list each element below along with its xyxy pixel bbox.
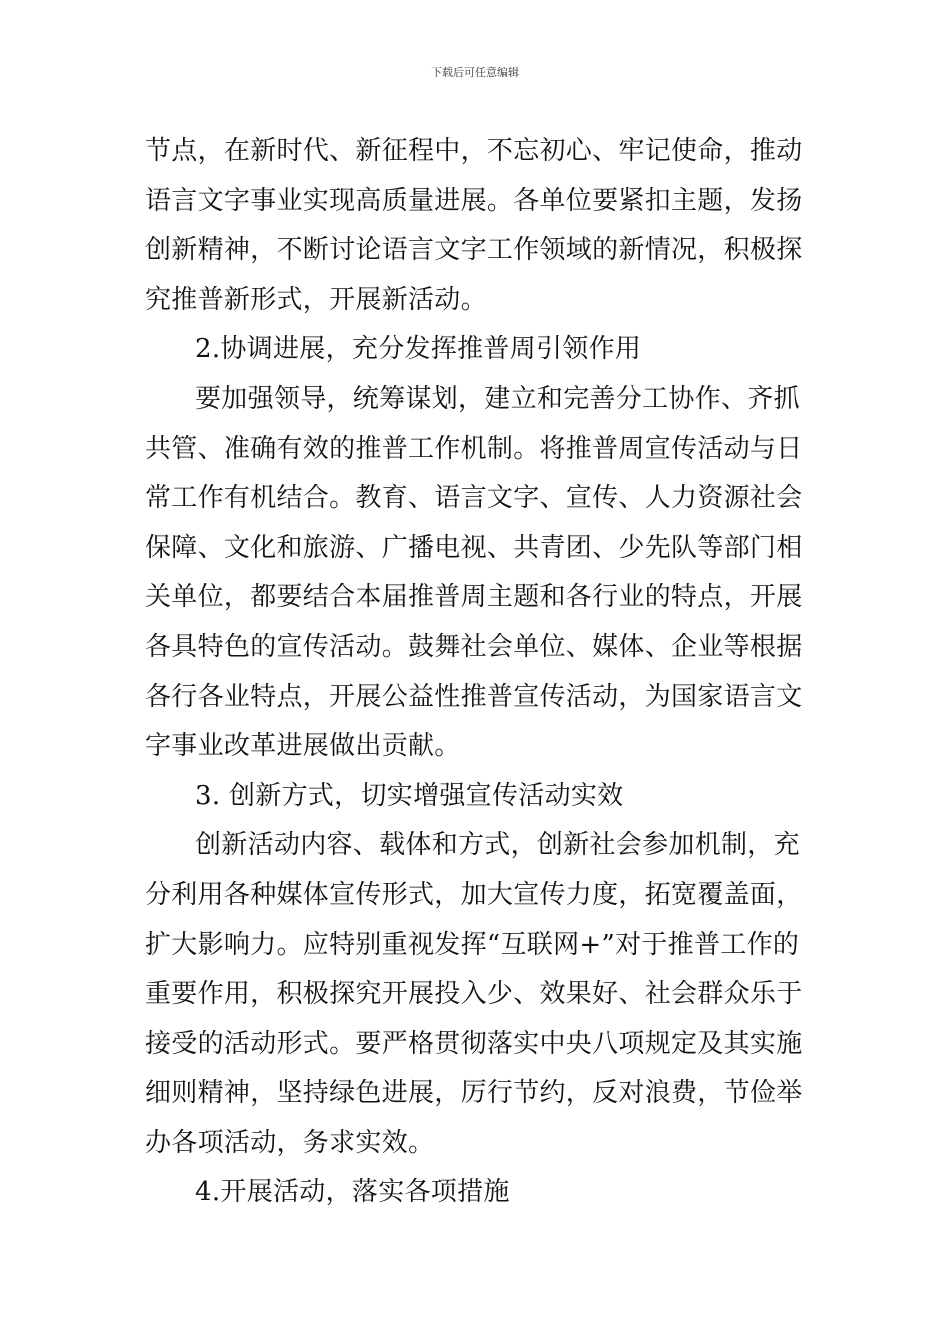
- body-line: 共管、准确有效的推普工作机制。将推普周宣传活动与日: [145, 433, 803, 464]
- body-line: 重要作用，积极探究开展投入少、效果好、社会群众乐于: [145, 979, 803, 1010]
- body-line: 创新精神，不断讨论语言文字工作领域的新情况，积极探: [145, 235, 803, 266]
- section-heading: 3. 创新方式，切实增强宣传活动实效: [195, 780, 624, 811]
- paragraph-first-line: 要加强领导，统筹谋划，建立和完善分工协作、齐抓: [195, 383, 800, 414]
- section-heading: 4.开展活动，落实各项措施: [195, 1177, 510, 1208]
- body-line: 各具特色的宣传活动。鼓舞社会单位、媒体、企业等根据: [145, 631, 803, 662]
- body-line: 分利用各种媒体宣传形式，加大宣传力度，拓宽覆盖面，: [145, 879, 803, 910]
- body-line: 语言文字事业实现高质量进展。各单位要紧扣主题，发扬: [145, 185, 803, 216]
- header-note: 下载后可任意编辑: [431, 66, 519, 79]
- body-line: 关单位，都要结合本届推普周主题和各行业的特点，开展: [145, 582, 803, 613]
- body-line: 常工作有机结合。教育、语言文字、宣传、人力资源社会: [145, 483, 803, 514]
- body-line: 各行各业特点，开展公益性推普宣传活动，为国家语言文: [145, 681, 803, 712]
- document-body: [145, 127, 813, 1218]
- body-line: 保障、文化和旅游、广播电视、共青团、少先队等部门相: [145, 532, 803, 563]
- paragraph-first-line: 创新活动内容、载体和方式，创新社会参加机制，充: [195, 830, 800, 861]
- body-line: 节点，在新时代、新征程中，不忘初心、牢记使命，推动: [145, 136, 803, 166]
- body-line: 细则精神，坚持绿色进展，厉行节约，反对浪费，节俭举: [145, 1078, 803, 1109]
- body-line: 扩大影响力。应特别重视发挥“互联网+”对于推普工作的: [145, 929, 800, 960]
- body-line: 接受的活动形式。要严格贯彻落实中央八项规定及其实施: [145, 1028, 803, 1059]
- body-line: 字事业改革进展做出贡献。: [145, 731, 461, 762]
- body-line: 办各项活动，务求实效。: [145, 1127, 435, 1158]
- section-heading: 2.协调进展，充分发挥推普周引领作用: [195, 334, 642, 365]
- body-line: 究推普新形式，开展新活动。: [145, 284, 487, 315]
